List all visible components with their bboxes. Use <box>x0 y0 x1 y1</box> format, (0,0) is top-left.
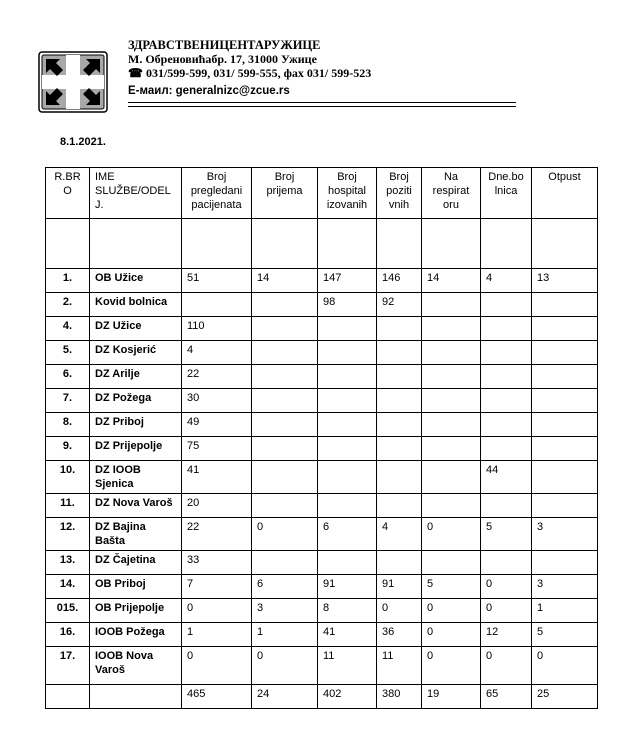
row-number-cell: 12. <box>46 518 90 551</box>
table-row <box>46 599 598 623</box>
value-cell: 0 <box>182 647 252 685</box>
value-cell: 11 <box>377 647 422 685</box>
organization-phone <box>128 66 528 80</box>
value-cell: 0 <box>422 518 481 551</box>
phone-numbers: 031/599-599, 031/ 599-555, фах 031/ 599-523 <box>145 66 372 80</box>
value-cell <box>377 389 422 413</box>
row-number-cell: 015. <box>46 599 90 623</box>
value-cell <box>422 389 481 413</box>
value-cell <box>422 551 481 575</box>
row-number-cell: 10. <box>46 461 90 494</box>
value-cell <box>252 389 318 413</box>
value-cell: 22 <box>182 518 252 551</box>
table-row <box>46 389 598 413</box>
value-cell <box>532 413 598 437</box>
letterhead <box>128 38 528 98</box>
phone-icon: ☎ <box>128 66 143 80</box>
service-name-cell: OB Priboj <box>90 575 182 599</box>
service-name-cell: DZ Čajetina <box>90 551 182 575</box>
value-cell: 44 <box>481 461 532 494</box>
report-date: 8.1.2021. <box>60 136 106 148</box>
value-cell <box>377 317 422 341</box>
value-cell: 12 <box>481 623 532 647</box>
value-cell <box>252 219 318 269</box>
row-number-cell: 4. <box>46 317 90 341</box>
row-number-cell: 7. <box>46 389 90 413</box>
value-cell: 110 <box>182 317 252 341</box>
value-cell <box>252 461 318 494</box>
value-cell <box>252 365 318 389</box>
value-cell <box>318 413 377 437</box>
value-cell <box>532 365 598 389</box>
value-cell: 402 <box>318 685 377 709</box>
value-cell <box>422 219 481 269</box>
row-number-cell: 6. <box>46 365 90 389</box>
table-row <box>46 518 598 551</box>
service-name-cell <box>90 219 182 269</box>
value-cell: 0 <box>252 518 318 551</box>
value-cell: 1 <box>252 623 318 647</box>
organization-email: Е-маил: generalnizc@zcue.rs <box>128 85 290 97</box>
value-cell <box>532 317 598 341</box>
organization-address: М. Обреновићабр. 17, 31000 Ужице <box>128 52 317 66</box>
row-number-cell: 16. <box>46 623 90 647</box>
service-name-cell <box>90 685 182 709</box>
table-row <box>46 219 598 269</box>
table-header-row <box>46 168 598 219</box>
value-cell: 0 <box>422 599 481 623</box>
value-cell <box>377 551 422 575</box>
value-cell: 146 <box>377 269 422 293</box>
column-header: Broj prijema <box>252 168 318 219</box>
value-cell <box>377 494 422 518</box>
value-cell <box>532 551 598 575</box>
service-name-cell: DZ Bajina Bašta <box>90 518 182 551</box>
value-cell <box>481 551 532 575</box>
column-header: IME SLUŽBE/ODEL J. <box>90 168 182 219</box>
table-row <box>46 317 598 341</box>
value-cell <box>422 413 481 437</box>
value-cell <box>318 317 377 341</box>
value-cell <box>422 293 481 317</box>
table-row <box>46 647 598 685</box>
row-number-cell: 9. <box>46 437 90 461</box>
value-cell <box>481 219 532 269</box>
value-cell: 3 <box>532 518 598 551</box>
value-cell <box>422 494 481 518</box>
value-cell: 147 <box>318 269 377 293</box>
value-cell <box>532 461 598 494</box>
value-cell <box>252 293 318 317</box>
row-number-cell: 2. <box>46 293 90 317</box>
column-header: Na respirat oru <box>422 168 481 219</box>
value-cell: 75 <box>182 437 252 461</box>
value-cell <box>481 389 532 413</box>
value-cell: 1 <box>532 599 598 623</box>
value-cell: 22 <box>182 365 252 389</box>
service-name-cell: DZ Priboj <box>90 413 182 437</box>
service-name-cell: DZ Užice <box>90 317 182 341</box>
value-cell <box>318 389 377 413</box>
table-row <box>46 494 598 518</box>
value-cell: 6 <box>318 518 377 551</box>
header-rule <box>128 102 516 103</box>
table-row <box>46 413 598 437</box>
statistics-table <box>45 167 598 709</box>
value-cell: 380 <box>377 685 422 709</box>
value-cell <box>182 293 252 317</box>
value-cell: 49 <box>182 413 252 437</box>
value-cell: 0 <box>422 647 481 685</box>
row-number-cell: 17. <box>46 647 90 685</box>
value-cell <box>377 437 422 461</box>
value-cell <box>532 293 598 317</box>
value-cell: 0 <box>481 575 532 599</box>
value-cell <box>182 219 252 269</box>
value-cell <box>481 494 532 518</box>
value-cell <box>318 365 377 389</box>
service-name-cell: DZ Kosjerić <box>90 341 182 365</box>
value-cell: 4 <box>377 518 422 551</box>
value-cell: 0 <box>252 647 318 685</box>
value-cell: 465 <box>182 685 252 709</box>
service-name-cell: IOOB Požega <box>90 623 182 647</box>
value-cell: 0 <box>182 599 252 623</box>
row-number-cell: 14. <box>46 575 90 599</box>
value-cell <box>422 341 481 365</box>
header-rule <box>128 106 516 107</box>
value-cell: 51 <box>182 269 252 293</box>
value-cell <box>318 219 377 269</box>
service-name-cell: OB Prijepolje <box>90 599 182 623</box>
value-cell: 98 <box>318 293 377 317</box>
row-number-cell <box>46 219 90 269</box>
value-cell <box>318 551 377 575</box>
value-cell: 19 <box>422 685 481 709</box>
value-cell: 14 <box>252 269 318 293</box>
value-cell: 91 <box>377 575 422 599</box>
row-number-cell: 13. <box>46 551 90 575</box>
column-header: Otpust <box>532 168 598 219</box>
value-cell <box>377 219 422 269</box>
value-cell <box>377 365 422 389</box>
table-row <box>46 365 598 389</box>
service-name-cell: IOOB Nova Varoš <box>90 647 182 685</box>
service-name-cell: OB Užice <box>90 269 182 293</box>
value-cell: 30 <box>182 389 252 413</box>
value-cell: 6 <box>252 575 318 599</box>
value-cell <box>422 461 481 494</box>
value-cell <box>377 461 422 494</box>
value-cell <box>318 341 377 365</box>
value-cell: 33 <box>182 551 252 575</box>
value-cell: 41 <box>182 461 252 494</box>
value-cell <box>252 413 318 437</box>
value-cell <box>481 437 532 461</box>
value-cell <box>252 437 318 461</box>
value-cell: 92 <box>377 293 422 317</box>
value-cell <box>377 413 422 437</box>
value-cell <box>532 494 598 518</box>
value-cell <box>252 551 318 575</box>
value-cell <box>481 293 532 317</box>
value-cell: 0 <box>532 647 598 685</box>
value-cell <box>481 413 532 437</box>
service-name-cell: DZ Nova Varoš <box>90 494 182 518</box>
value-cell: 91 <box>318 575 377 599</box>
row-number-cell: 5. <box>46 341 90 365</box>
value-cell <box>252 494 318 518</box>
value-cell <box>377 341 422 365</box>
value-cell: 5 <box>481 518 532 551</box>
value-cell: 36 <box>377 623 422 647</box>
value-cell <box>532 389 598 413</box>
table-row <box>46 437 598 461</box>
row-number-cell: 11. <box>46 494 90 518</box>
column-header: Broj poziti vnih <box>377 168 422 219</box>
service-name-cell: Kovid bolnica <box>90 293 182 317</box>
value-cell <box>422 437 481 461</box>
service-name-cell: DZ IOOB Sjenica <box>90 461 182 494</box>
value-cell <box>422 365 481 389</box>
table-row <box>46 269 598 293</box>
value-cell: 1 <box>182 623 252 647</box>
value-cell <box>532 437 598 461</box>
column-header: R.BR O <box>46 168 90 219</box>
value-cell: 0 <box>377 599 422 623</box>
value-cell <box>481 365 532 389</box>
value-cell: 0 <box>481 599 532 623</box>
value-cell: 14 <box>422 269 481 293</box>
value-cell: 65 <box>481 685 532 709</box>
value-cell <box>318 437 377 461</box>
value-cell: 24 <box>252 685 318 709</box>
value-cell: 5 <box>422 575 481 599</box>
value-cell: 7 <box>182 575 252 599</box>
value-cell: 41 <box>318 623 377 647</box>
value-cell <box>532 219 598 269</box>
value-cell: 4 <box>481 269 532 293</box>
row-number-cell: 8. <box>46 413 90 437</box>
service-name-cell: DZ Požega <box>90 389 182 413</box>
health-center-logo <box>38 51 108 113</box>
value-cell: 3 <box>532 575 598 599</box>
value-cell <box>318 461 377 494</box>
service-name-cell: DZ Prijepolje <box>90 437 182 461</box>
column-header: Broj pregledani pacijenata <box>182 168 252 219</box>
value-cell: 5 <box>532 623 598 647</box>
value-cell: 0 <box>422 623 481 647</box>
table-row <box>46 551 598 575</box>
value-cell: 3 <box>252 599 318 623</box>
value-cell: 13 <box>532 269 598 293</box>
value-cell: 0 <box>481 647 532 685</box>
value-cell: 11 <box>318 647 377 685</box>
table-row <box>46 575 598 599</box>
organization-name: ЗДРАВСТВЕНИЦЕНТАРУЖИЦЕ <box>128 38 321 52</box>
column-header: Broj hospital izovanih <box>318 168 377 219</box>
table-row <box>46 685 598 709</box>
value-cell: 8 <box>318 599 377 623</box>
value-cell <box>422 317 481 341</box>
value-cell <box>481 317 532 341</box>
value-cell: 4 <box>182 341 252 365</box>
value-cell: 25 <box>532 685 598 709</box>
row-number-cell <box>46 685 90 709</box>
value-cell <box>252 317 318 341</box>
table-row <box>46 341 598 365</box>
table-row <box>46 623 598 647</box>
value-cell: 20 <box>182 494 252 518</box>
column-header: Dne.bo lnica <box>481 168 532 219</box>
table-row <box>46 293 598 317</box>
row-number-cell: 1. <box>46 269 90 293</box>
value-cell <box>532 341 598 365</box>
value-cell <box>481 341 532 365</box>
service-name-cell: DZ Arilje <box>90 365 182 389</box>
table-row <box>46 461 598 494</box>
value-cell <box>252 341 318 365</box>
value-cell <box>318 494 377 518</box>
